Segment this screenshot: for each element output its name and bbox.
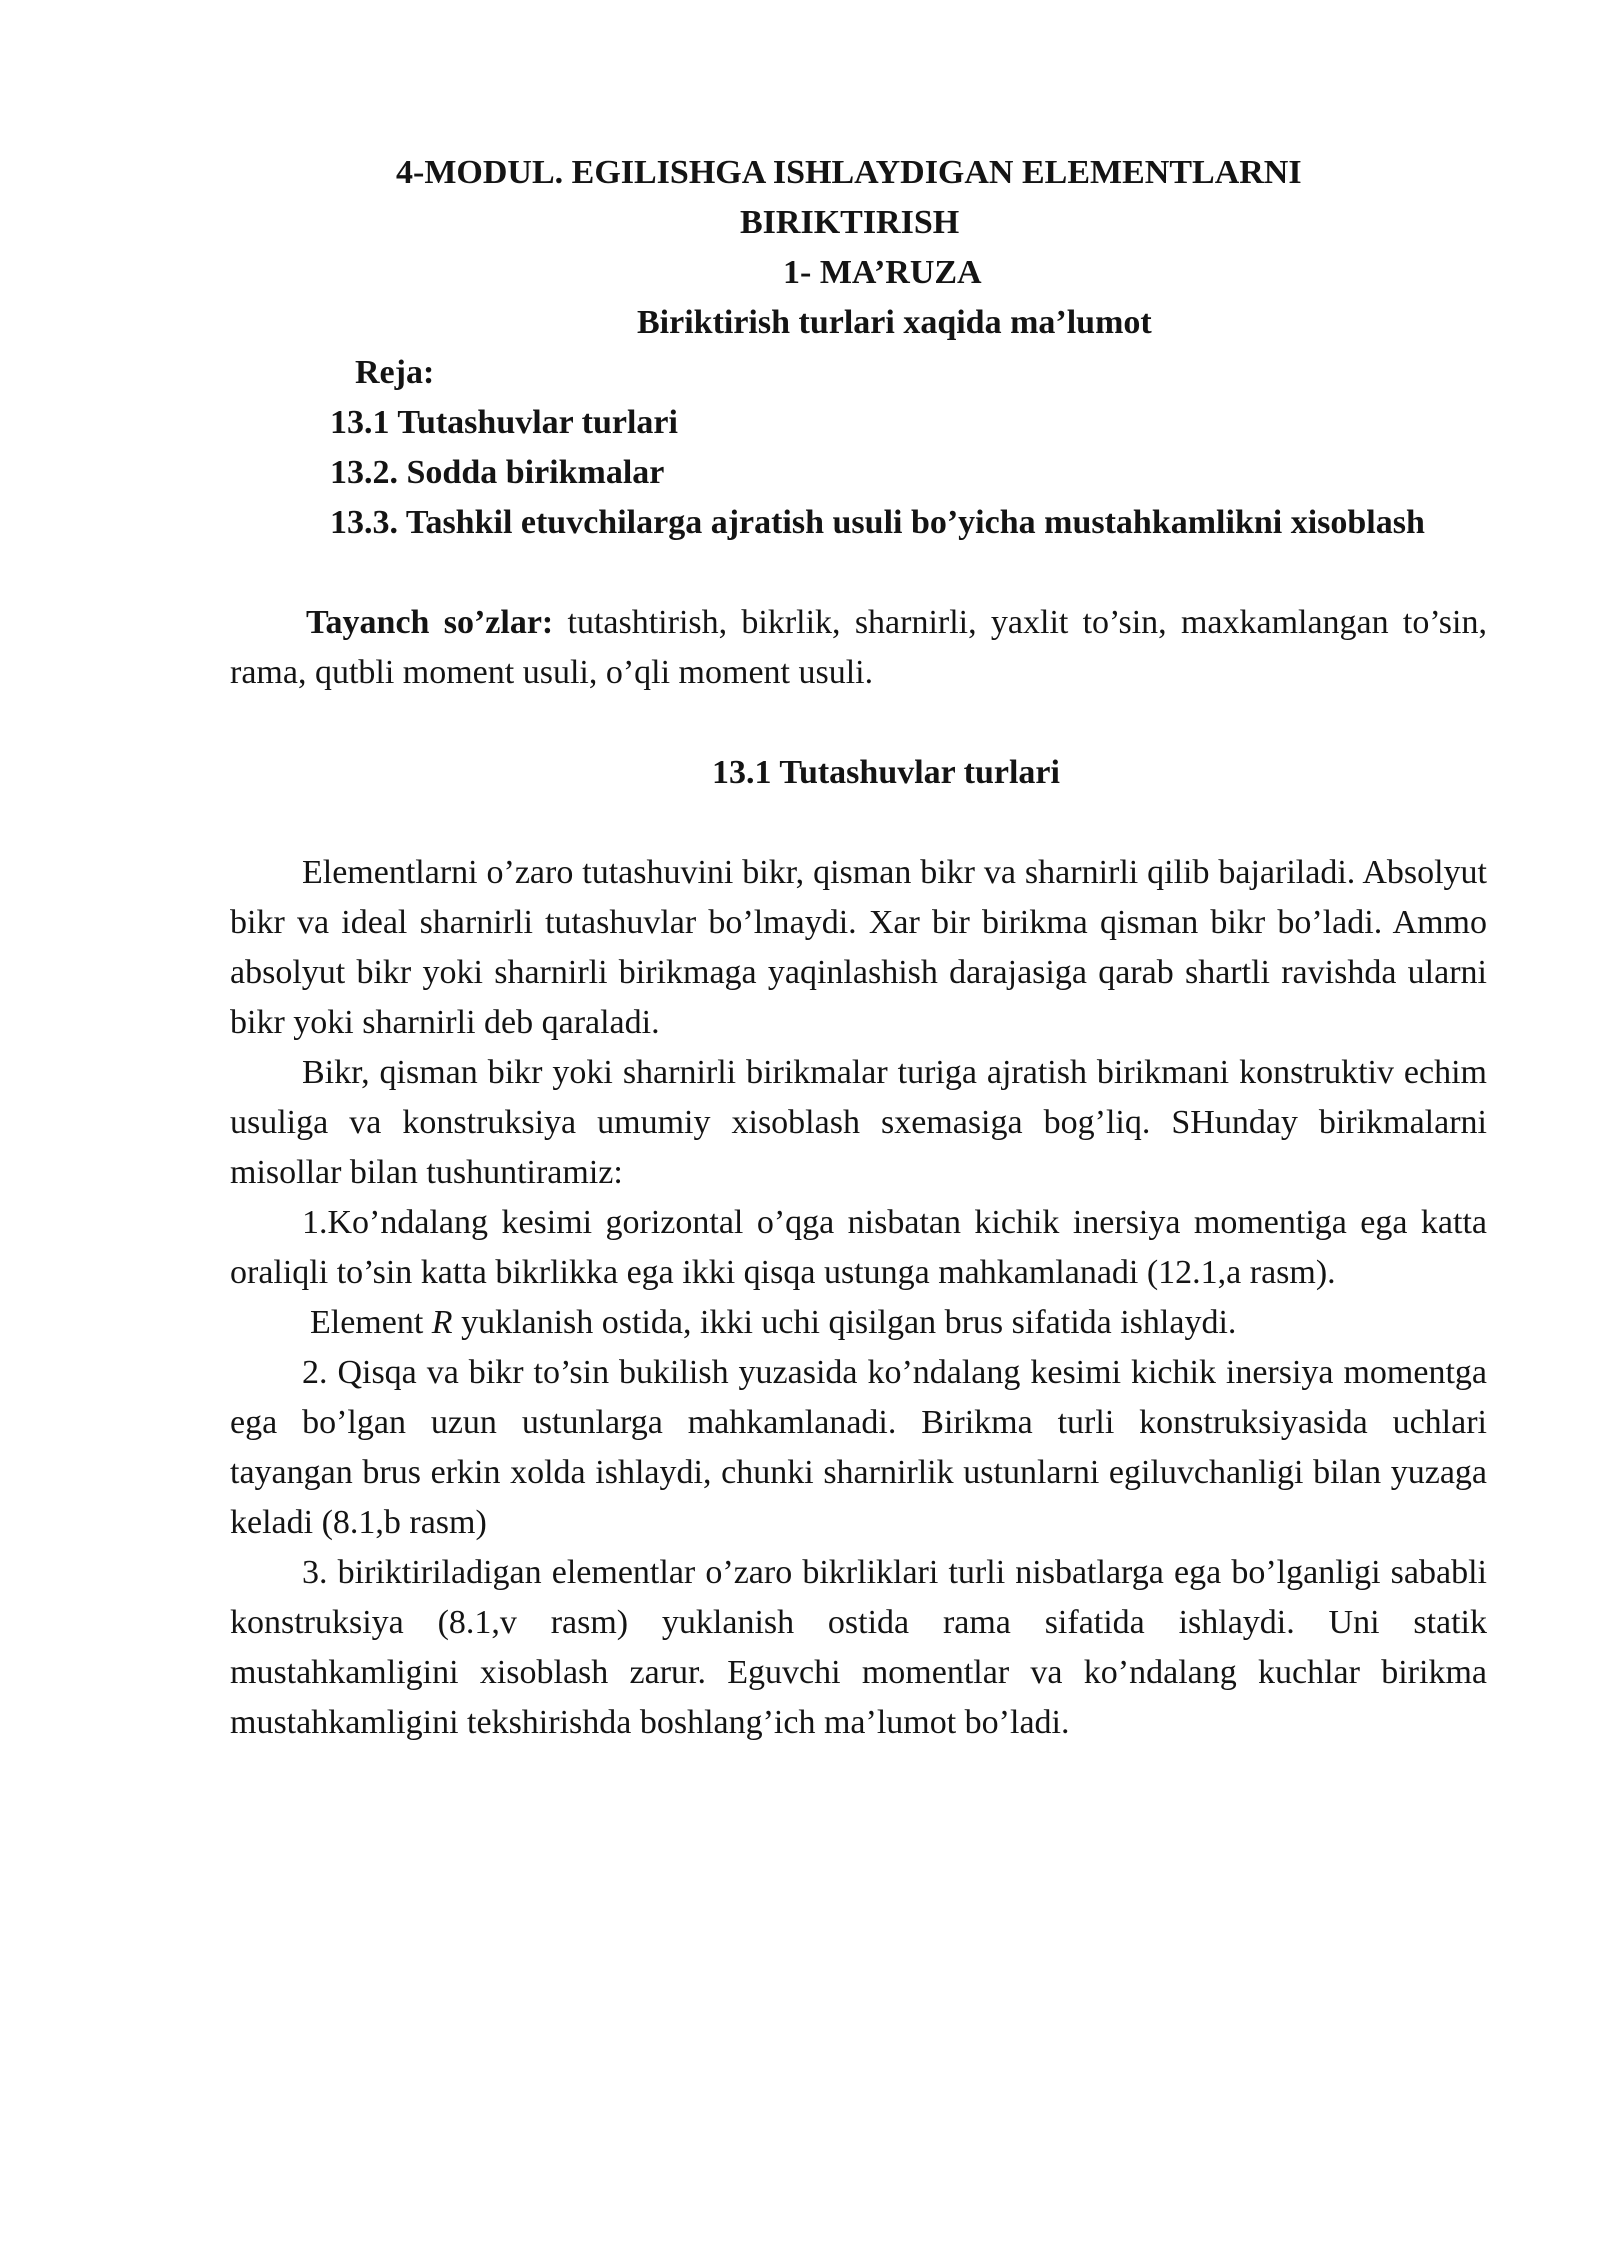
keywords-paragraph [230, 598, 1487, 698]
section-title: 13.1 Tutashuvlar turlari [712, 754, 1060, 791]
body-paragraph-5: 3. biriktiriladigan elementlar o’zaro bikrliklari turli nisbatlarga ega bo’lganligi sababli konstruksiya (8.1,v rasm) yuklanish ostida rama sifatida ishlaydi. Uni statik mustahkamligini xisoblash zarur. Eguvchi momentlar va ko’ndalang kuchlar birikma mustahkamligini tekshirishda boshlang’ich ma’lumot bo’ladi. [230, 1554, 1487, 1741]
keywords-text: tutashtirish, bikrlik, sharnirli, yaxlit to’sin, maxkamlangan to’sin, rama, qutbli moment usuli, o’qli moment usuli. [230, 604, 1487, 691]
module-title-line-1: 4-MODUL. EGILISHGA ISHLAYDIGAN ELEMENTLARNI [396, 154, 1302, 191]
module-title-line-2: BIRIKTIRISH [740, 204, 960, 241]
body-paragraph-element [230, 1298, 1487, 1348]
body-paragraph-3: 1.Ko’ndalang kesimi gorizontal o’qga nisbatan kichik inersiya momentiga ega katta oraliqli to’sin katta bikrlikka ega ikki qisqa ustunga mahkamlanadi (12.1,a rasm). [230, 1204, 1487, 1291]
body-paragraph-4: 2. Qisqa va bikr to’sin bukilish yuzasida ko’ndalang kesimi kichik inersiya momentga ega bo’lgan uzun ustunlarga mahkamlanadi. Birikma turli konstruksiyasida uchlari tayangan brus erkin xolda ishlaydi, chunki sharnirlik ustunlarni egiluvchanligi bilan yuzaga keladi (8.1,b rasm) [230, 1354, 1487, 1541]
plan-item-1: 13.1 Tutashuvlar turlari [330, 404, 678, 441]
body-paragraph-2: Bikr, qisman bikr yoki sharnirli birikmalar turiga ajratish birikmani konstruktiv echim usuliga va konstruksiya umumiy xisoblash sxemasiga bog’liq. SHunday birikmalarni misollar bilan tushuntiramiz: [230, 1054, 1487, 1191]
lecture-subtitle: Biriktirish turlari xaqida ma’lumot [637, 304, 1152, 341]
plan-item-2: 13.2. Sodda birikmalar [330, 454, 665, 491]
element-text-before: Element [310, 1304, 432, 1341]
document-body [230, 148, 1487, 1748]
element-symbol: R [431, 1304, 453, 1341]
plan-label: Reja: [355, 354, 435, 391]
keywords-label: Tayanch so’zlar: [306, 604, 554, 641]
body-paragraph-1: Elementlarni o’zaro tutashuvini bikr, qisman bikr va sharnirli qilib bajariladi. Absolyut bikr va ideal sharnirli tutashuvlar bo’lmaydi. Xar bir birikma qisman bikr bo’ladi. Ammo absolyut bikr yoki sharnirli birikmaga yaqinlashish darajasiga qarab shartli ravishda ularni bikr yoki sharnirli deb qaraladi. [230, 854, 1487, 1041]
lecture-number: 1- MA’RUZA [783, 254, 982, 291]
plan-item-3: 13.3. Tashkil etuvchilarga ajratish usuli bo’yicha mustahkamlikni xisoblash [330, 504, 1425, 541]
element-text-after: yuklanish ostida, ikki uchi qisilgan brus sifatida ishlaydi. [452, 1304, 1237, 1341]
